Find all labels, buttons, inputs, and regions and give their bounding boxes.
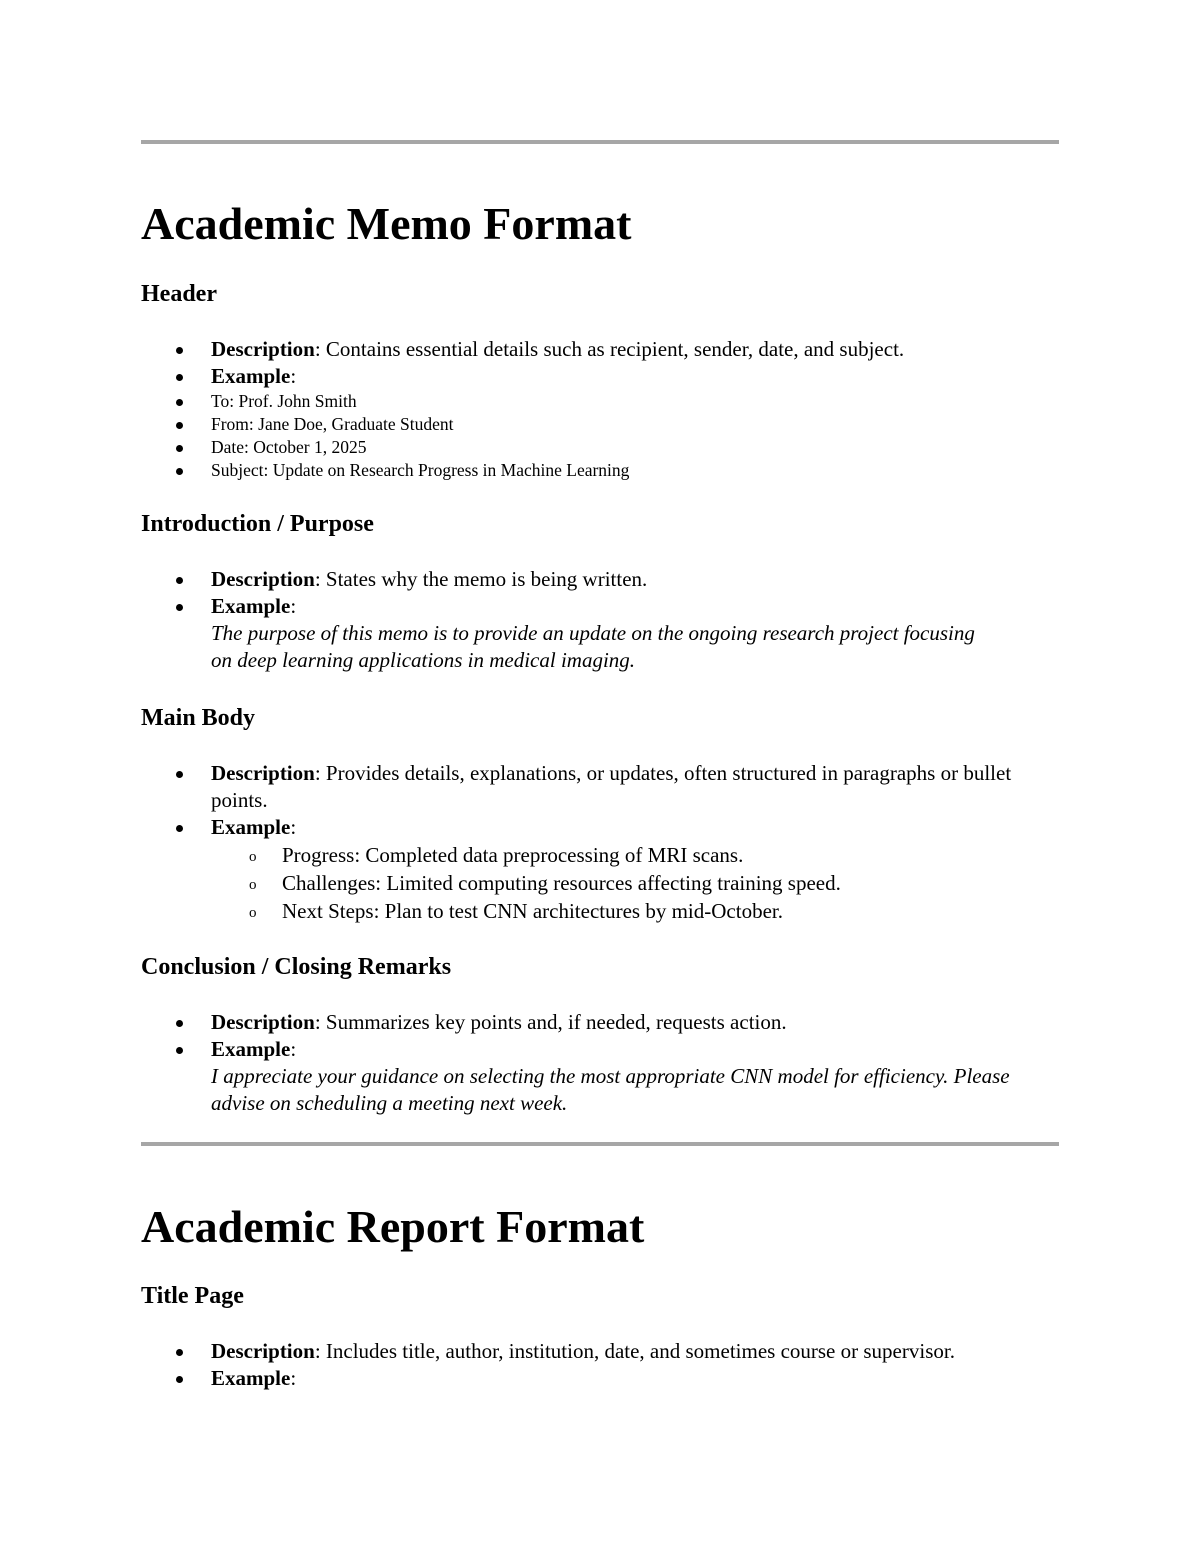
conclusion-heading: Conclusion / Closing Remarks (141, 954, 452, 980)
example-label: Example (211, 594, 291, 618)
body-heading: Main Body (141, 705, 256, 731)
header-heading: Header (141, 281, 217, 307)
body-example-item (141, 814, 1059, 925)
header-example-item (141, 363, 1059, 390)
memo-from-line: From: Jane Doe, Graduate Student (141, 413, 1059, 436)
description-text: : Provides details, explanations, or updates, often structured in paragraphs or bullet points. (211, 761, 1012, 812)
body-example-sublist (211, 841, 1059, 925)
conclusion-description-item (141, 1009, 1059, 1036)
horizontal-rule-top (141, 140, 1059, 144)
intro-list (141, 566, 1059, 674)
intro-heading: Introduction / Purpose (141, 511, 374, 537)
example-colon: : (290, 815, 297, 839)
title-page-description-item (141, 1338, 1059, 1365)
description-text: : States why the memo is being written. (314, 567, 648, 591)
description-label: Description (211, 567, 315, 591)
horizontal-rule-middle (141, 1142, 1059, 1146)
title-page-example-item (141, 1365, 1059, 1392)
description-text: : Contains essential details such as recipient, sender, date, and subject. (314, 337, 905, 361)
description-label: Description (211, 337, 315, 361)
conclusion-example-text: I appreciate your guidance on selecting the most appropriate CNN model for efficiency. Please advise on scheduling a meeting next week. (211, 1064, 1010, 1115)
title-page-heading: Title Page (141, 1283, 244, 1309)
conclusion-example-item (141, 1036, 1059, 1117)
description-label: Description (211, 1339, 315, 1363)
conclusion-list (141, 1009, 1059, 1117)
example-colon: : (290, 1366, 297, 1390)
progress-item: o Progress: Completed data preprocessing of MRI scans. (211, 841, 1059, 869)
next-steps-item: o Next Steps: Plan to test CNN architectures by mid-October. (211, 897, 1059, 925)
example-label: Example (211, 815, 291, 839)
example-colon: : (290, 1037, 297, 1061)
description-label: Description (211, 761, 315, 785)
example-label: Example (211, 1037, 291, 1061)
header-description-item (141, 336, 1059, 363)
intro-description-item (141, 566, 1059, 593)
memo-title: Academic Memo Format (141, 198, 632, 249)
description-text: : Includes title, author, institution, date, and sometimes course or supervisor. (314, 1339, 955, 1363)
memo-to-line: To: Prof. John Smith (141, 390, 1059, 413)
example-colon: : (290, 364, 297, 388)
report-title: Academic Report Format (141, 1201, 645, 1252)
challenges-item: o Challenges: Limited computing resources affecting training speed. (211, 869, 1059, 897)
memo-subject-line: Subject: Update on Research Progress in Machine Learning (141, 459, 1059, 482)
intro-example-item (141, 593, 1059, 674)
intro-example-text: The purpose of this memo is to provide an update on the ongoing research project focusing on deep learning applications in medical imaging. (211, 621, 975, 672)
header-list (141, 336, 1059, 482)
example-label: Example (211, 364, 291, 388)
example-colon: : (290, 594, 297, 618)
title-page-list (141, 1338, 1059, 1392)
body-description-item (141, 760, 1059, 814)
description-text: : Summarizes key points and, if needed, requests action. (314, 1010, 787, 1034)
description-label: Description (211, 1010, 315, 1034)
body-list (141, 760, 1059, 925)
example-label: Example (211, 1366, 291, 1390)
memo-date-line: Date: October 1, 2025 (141, 436, 1059, 459)
